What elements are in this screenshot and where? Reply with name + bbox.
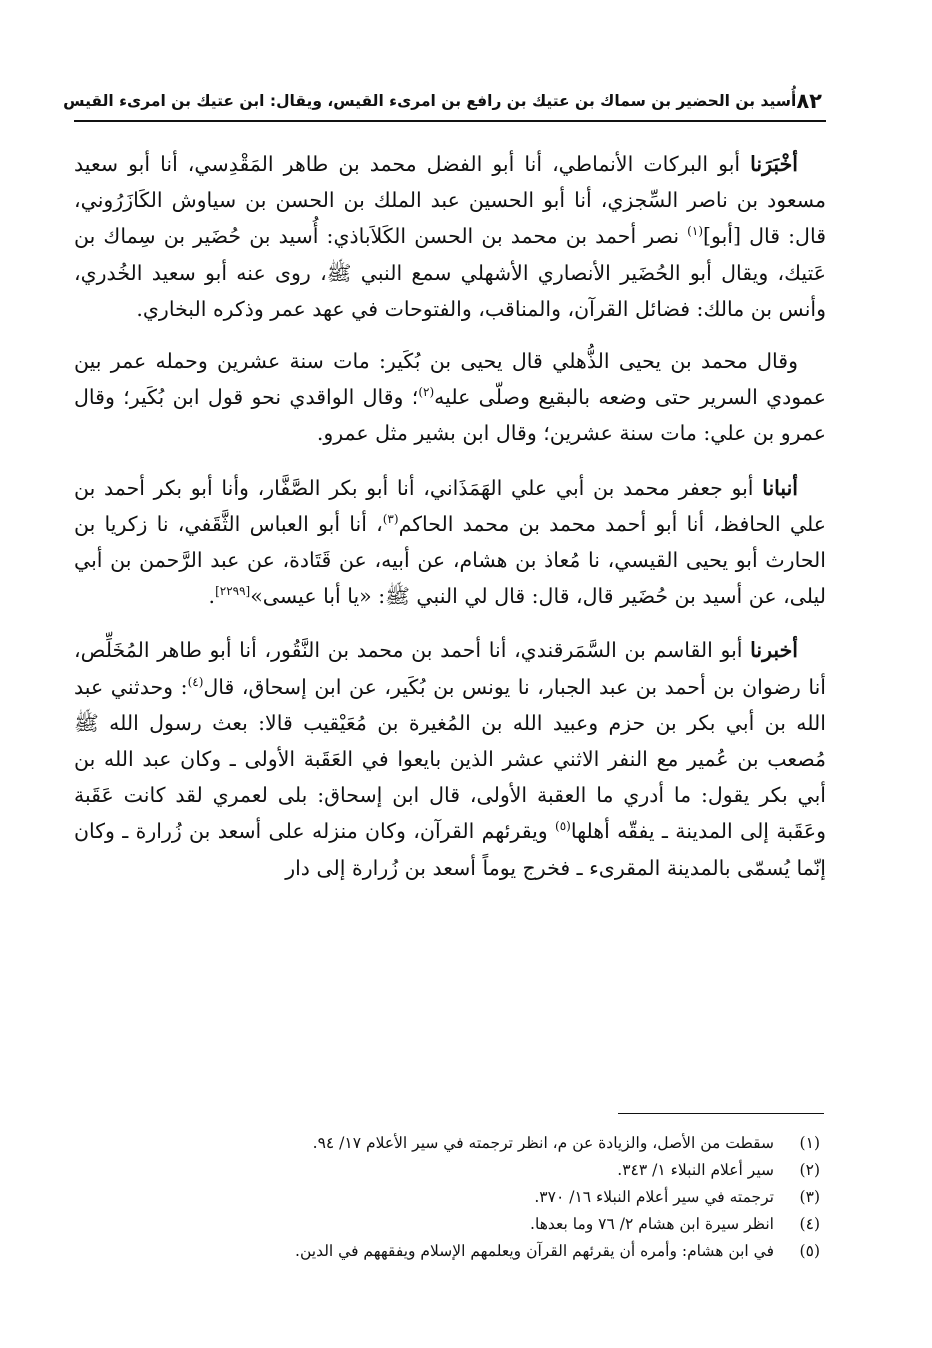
main-text: [74, 146, 826, 902]
paragraph-text: نصر أحمد بن محمد بن الحسن الكَلاَباذي: أُسيد بن حُضَير بن سِماك بن عَتيك، ويقال أبو الحُضَير الأنصاري الأشهلي سمع النبي ﷺ، روى عنه أبو سعيد الخُدري، وأنس بن مالك: فضائل القرآن، والمناقب، والفتوحات في عهد عمر وذكره البخاري.: [74, 224, 826, 321]
footnote-4: [74, 1211, 826, 1238]
footnote-text: سير أعلام النبلاء ١/ ٣٤٣.: [617, 1161, 774, 1179]
footnote-ref: (٢): [418, 385, 435, 400]
paragraph-3: [74, 470, 826, 615]
footnote-number: (٥): [799, 1242, 820, 1260]
paragraph-text: ويقرئهم القرآن، وكان منزله على أسعد بن زُرارة ـ وكان إنّما يُسمّى بالمدينة المقرىء ـ فخرج يوماً أسعد بن زُرارة إلى دار: [74, 819, 826, 880]
footnote-ref: (٥): [555, 819, 571, 834]
paragraph-text: وقال محمد بن يحيى الذُّهلي قال يحيى بن بُكَير: مات سنة عشرين وحمله عمر بين عمودي السرير حتى وضعه بالبقيع وصلّى عليه: [74, 349, 826, 410]
paragraph-text: أبو جعفر محمد بن أبي علي الهَمَذَاني، أنا أبو بكر الصَّفَّار، وأنا أبو بكر أحمد بن علي الحافظ، أنا أبو أحمد محمد بن محمد الحاكم: [74, 475, 826, 536]
footnote-ref: (٤): [187, 674, 204, 689]
footnote-5: [74, 1238, 826, 1265]
hadith-number: [٢٢٩٩]: [215, 584, 251, 599]
footnote-number: (٢): [799, 1161, 820, 1179]
paragraph-text: .: [208, 584, 216, 609]
paragraph-text: أبو القاسم بن السَّمَرقندي، أنا أحمد بن محمد بن النَّقُور، أنا أبو طاهر المُخَلِّص، أنا رضوان بن أحمد بن عبد الجبار، نا يونس بن بُكَير، عن ابن إسحاق، قال: [74, 638, 826, 699]
page-number: ٨٢: [796, 89, 822, 113]
paragraph-text: ؛ وقال الواقدي نحو قول ابن بُكَير؛ وقال عمرو بن علي: مات سنة عشرين؛ وقال ابن بشير مثل عمرو.: [74, 385, 826, 446]
paragraph-4: [74, 632, 826, 885]
paragraph-1: [74, 146, 826, 327]
footnote-1: [74, 1130, 826, 1157]
paragraph-2: [74, 343, 826, 452]
footnote-text: سقطت من الأصل، والزيادة عن م، انظر ترجمته في سير الأعلام ١٧/ ٩٤.: [312, 1134, 774, 1152]
running-header: [63, 82, 826, 122]
footnote-text: انظر سيرة ابن هشام ٢/ ٧٦ وما بعدها.: [530, 1215, 774, 1233]
footnote-divider: [618, 1113, 824, 1114]
footnote-text: ترجمته في سير أعلام النبلاء ١٦/ ٣٧٠.: [534, 1188, 774, 1206]
paragraph-lead: أنبانا: [762, 475, 798, 500]
footnote-ref: (١): [687, 224, 703, 239]
paragraph-lead: أخبرنا: [750, 638, 798, 663]
footnote-number: (٣): [799, 1188, 820, 1206]
paragraph-text: : وحدثني عبد الله بن أبي بكر بن حزم وعبيد الله بن المُغيرة بن مُعَيْقيب قالا: بعث رسول الله ﷺ مُصعب بن عُمير مع النفر الاثني عشر الذين بايعوا في العَقَبة الأولى ـ وكان عبد الله بن أبي بكر يقول: ما أدري ما العقبة الأولى، قال ابن إسحاق: بلى لعمري لقد كانت عَقَبة وعَقَبة إلى المدينة ـ يفقّه أهلها: [74, 674, 827, 844]
footnote-ref: (٣): [382, 512, 399, 526]
footnote-text: في ابن هشام: وأمره أن يقرئهم القرآن ويعلمهم الإسلام ويفقههم في الدين.: [295, 1242, 774, 1260]
paragraph-text: أبو البركات الأنماطي، أنا أبو الفضل محمد بن طاهر المَقْدِسي، أنا أبو سعيد مسعود بن ناصر السِّجزي، أنا أبو الحسين عبد الملك بن الحسن بن سياوش الكَازَرُوني، قال: قال [أبو]: [74, 152, 827, 249]
footnote-2: [74, 1157, 826, 1184]
paragraph-lead: أخْبَرَنا: [750, 152, 798, 176]
footnotes: [74, 1130, 826, 1265]
footnote-number: (١): [799, 1134, 820, 1152]
footnote-number: (٤): [799, 1215, 820, 1233]
paragraph-text: ، أنا أبو العباس الثَّقَفي، نا زكريا بن الحارث أبو يحيى القيسي، نا مُعاذ بن هشام، عن أبيه، عن قَتَادة، عن عبد الرَّحمن بن أبي ليلى، عن أسيد بن حُضَير قال، قال: قال لي النبي ﷺ: «يا أبا عيسى»: [74, 511, 826, 609]
footnote-3: [74, 1184, 826, 1211]
header-title: أُسيد بن الحضير بن سماك بن عتيك بن رافع بن امرىء القيس، ويقال: ابن عتيك بن امرىء القيس: [63, 92, 797, 110]
